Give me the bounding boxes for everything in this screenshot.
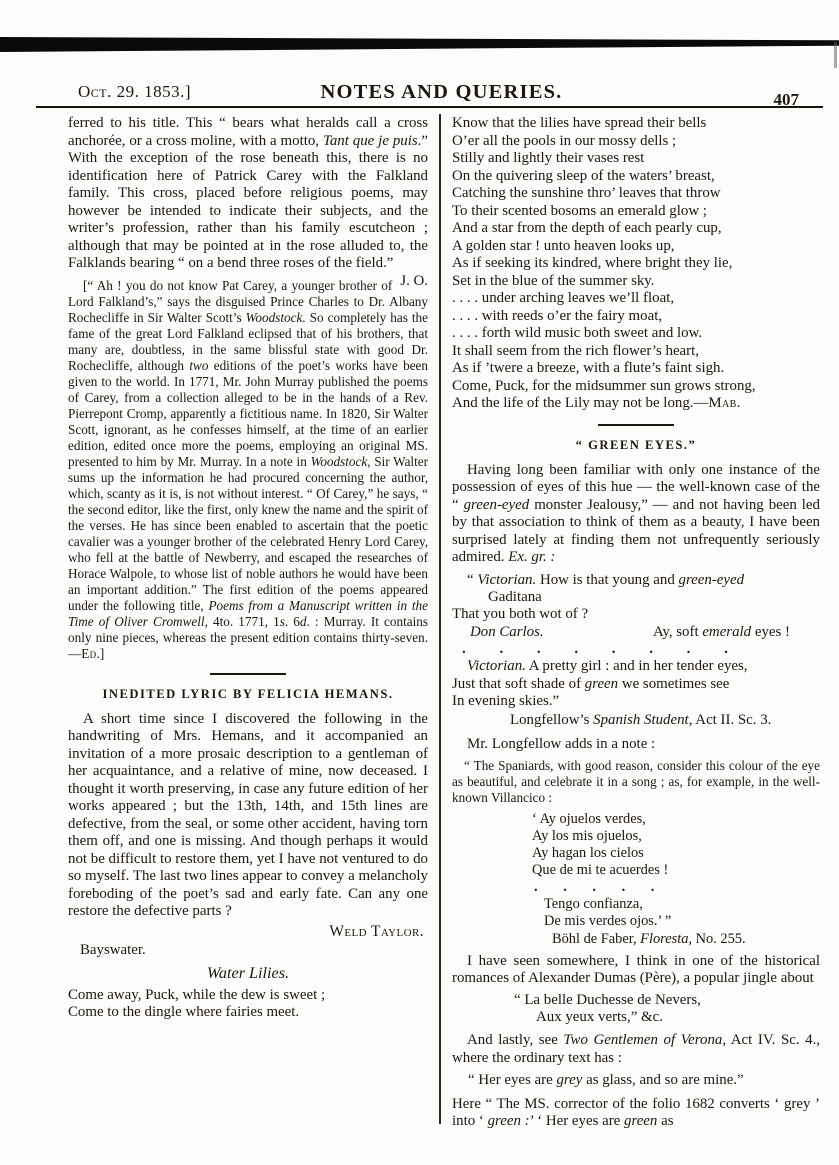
signature-j-o: J. O. bbox=[400, 272, 428, 289]
carey-paragraph-text: ferred to his title. This “ bears what heralds call a cross anchorée, or a cross moline, with a motto, Tant que je puis.” With the exception of the rose beneath this, there is no identification here of Patrick Carey with the Falkland family. This cross, placed before religious poems, may however be intended to indicate their subjects, and the writer’s profession, rather than his family escutcheon ; although that may be pointed at in the rose alluded to, the Falklands bearing “ on a bend three roses of the field.” bbox=[68, 115, 429, 271]
longfellow-note-intro: Mr. Longfellow adds in a note : bbox=[467, 735, 656, 752]
editor-note: [“ Ah ! you do not know Pat Carey, a younger brother of Lord Falkland’s,” says the disguised Prince Charles to Dr. Albany Rochecliffe in Sir Walter Scott’s Woodstock. So completely has the fame of the great Lord Falkland eclipsed that of his brothers, that many are, doubtless, in the same blissful state with good Dr. Rochecliffe, although two editions of the poet’s works have been given to the world. In 1771, Mr. John Murray published the poems of Carey, from a collection alleged to be in the hands of a Rev. Pierrepont Cromp, apparently a fictitious name. In 1820, Sir Walter Scott, ignorant, as he confesses himself, at the time of an earlier edition, edited once more the poems, employing an original MS. presented to him by Mr. Murray. In a note in Woodstock, Sir Walter sums up the information he had procured concerning the author, which, scanty as it is, is not without interest. “ Of Carey,” he says, “ the second editor, like the first, only knew the name and the spirit of the verses. He has since been enabled to ascertain that the poetic cavalier was a younger brother of the celebrated Henry Lord Carey, who fell at the battle of Newberry, and escaped the researches of Horace Walpole, to whose list of noble authors he would have been an important addition.” The first edition of the poems appeared under the following title, Poems from a Manuscript written in the Time of Oliver Cromwell, 4to. 1771, 1s. 6d. : Murray. It contains only nine pieces, whereas the present edition contains thirty-seven.—Ed.] bbox=[68, 277, 429, 661]
section-divider-green-eyes bbox=[598, 424, 674, 426]
green-shade-line: Just that soft shade of green we sometimes see bbox=[452, 675, 730, 692]
page-number: 407 bbox=[773, 90, 799, 109]
villancico-line: Ay hagan los cielos bbox=[532, 845, 644, 862]
dumas-paragraph: I have seen somewhere, I think in one of the historical romances of Alexander Dumas (Père), a popular jingle about bbox=[452, 952, 820, 987]
victorian-line-2: Victorian. A pretty girl : and in her tender eyes, bbox=[467, 658, 748, 675]
villancico-attribution: Böhl de Faber, Floresta, No. 255. bbox=[552, 930, 746, 947]
green-eyes-intro-paragraph: Having long been familiar with only one instance of the possession of eyes of this hue — the well-known case of the “ green-eyed monster Jealousy,” — and not having been led by that association to think of them as a beauty, I have been surprised lately at finding them not unfrequently seriously admired. Ex. gr. : bbox=[452, 461, 820, 565]
wot-of-line: That you both wot of ? bbox=[452, 606, 589, 623]
left-column bbox=[68, 115, 428, 1022]
nevers-quote bbox=[452, 992, 820, 1027]
spanish-student-quotation bbox=[452, 572, 820, 730]
folio-corrector-paragraph: Here “ The MS. corrector of the folio 1682 converts ‘ grey ’ into ‘ green :’ ‘ Her eyes are green as bbox=[452, 1095, 820, 1130]
don-carlos-speech: Ay, soft emerald eyes ! bbox=[652, 623, 790, 640]
green-eyes-heading: “ GREEN EYES.” bbox=[575, 437, 697, 452]
section-divider bbox=[210, 673, 286, 675]
hemans-intro-paragraph: A short time since I discovered the following in the handwriting of Mrs. Hemans, and it accompanied an invitation of a more prosaic description to a gentleman of her acquaintance, and a relative of mine, now deceased. I thought it worth preserving, in case any future edition of her works appeared ; but the 13th, 14th, and 15th lines are defective, from the seal, or some other accident, having torn them off, and one is missing. And though perhaps it would not be difficult to restore them, yet I have not ventured to do so myself. The last two lines appear to convey a melancholy foreboding of the poet’s sad and early fate. Can any one restore the defective parts ? bbox=[68, 710, 428, 919]
ellipsis-row: . . . . . . . . bbox=[462, 641, 728, 658]
villancico-line: ‘ Ay ojuelos verdes, bbox=[532, 811, 646, 828]
villancico-line: De mis verdes ojos.’ ” bbox=[544, 912, 672, 929]
header-rule bbox=[36, 106, 823, 108]
spaniards-note-quote: “ The Spaniards, with good reason, consider this colour of the eye as beautiful, and celebrate it in a song ; as, for example, in the well-known Villancico : bbox=[452, 758, 820, 806]
villancico-ellipsis-row: . . . . . bbox=[534, 878, 655, 895]
longfellow-attribution: Longfellow’s Spanish Student, Act II. Sc. 3. bbox=[510, 712, 772, 729]
column-divider-rule bbox=[439, 114, 441, 1124]
page-header bbox=[78, 72, 805, 109]
hemans-section-heading: INEDITED LYRIC BY FELICIA HEMANS. bbox=[102, 686, 394, 701]
evening-skies-line: In evening skies.” bbox=[452, 692, 560, 709]
villancico-verse bbox=[452, 811, 820, 947]
water-lilies-poem-continuation: Know that the lilies have spread their bells O’er all the pools in our mossy dells ; Stilly and lightly their vases rest On the quivering sleep of the waters’ breast, Catching the sunshine thro’ leaves that throw To their scented bosoms an emerald glow ; And a star from the depth of each pearly cup, A golden star ! unto heaven looks up, As if seeking its kindred, where bright they lie, Set in the blue of the summer sky. . . . . under arching leaves we’ll float, . . . . with reeds o’er the fairy moat, . . . . forth wild music both sweet and low. It shall seem from the rich flower’s heart, As if ’twere a breeze, with a flute’s faint sigh. Come, Puck, for the midsummer sun grows strong, And the life of the Lily may not be long.—Mab. bbox=[452, 115, 756, 411]
villancico-line: Tengo confianza, bbox=[544, 895, 643, 912]
water-lilies-title: Water Lilies. bbox=[206, 963, 290, 982]
nevers-quote-line-2: Aux yeux verts,” &c. bbox=[536, 1009, 663, 1025]
journal-title: NOTES AND QUERIES. bbox=[320, 81, 563, 103]
scan-edge-mark bbox=[834, 42, 837, 68]
don-carlos-line bbox=[452, 624, 820, 641]
don-carlos-speaker: Don Carlos. bbox=[470, 623, 544, 640]
villancico-line: Ay los mis ojuelos, bbox=[532, 828, 642, 845]
issue-date: Oct. 29. 1853.] bbox=[78, 82, 192, 101]
weld-taylor-signature: Weld Taylor. bbox=[329, 922, 424, 940]
verona-paragraph: And lastly, see Two Gentlemen of Verona, Act IV. Sc. 4., where the ordinary text has : bbox=[452, 1032, 821, 1066]
gaditana-line: Gaditana bbox=[488, 588, 542, 605]
carey-continuation-paragraph bbox=[68, 115, 429, 289]
right-column bbox=[452, 115, 820, 1131]
bayswater-location: Bayswater. bbox=[80, 941, 146, 958]
grey-eyes-quote: “ Her eyes are grey as glass, and so are mine.” bbox=[468, 1072, 744, 1089]
water-lilies-poem-start: Come away, Puck, while the dew is sweet ; Come to the dingle where fairies meet. bbox=[68, 986, 326, 1020]
victorian-line-1: “ Victorian. How is that young and green-eyed bbox=[467, 571, 745, 588]
scan-edge-band bbox=[0, 37, 839, 52]
villancico-line: Que de mi te acuerdes ! bbox=[532, 861, 669, 878]
nevers-quote-line-1: “ La belle Duchesse de Nevers, bbox=[514, 991, 701, 1008]
